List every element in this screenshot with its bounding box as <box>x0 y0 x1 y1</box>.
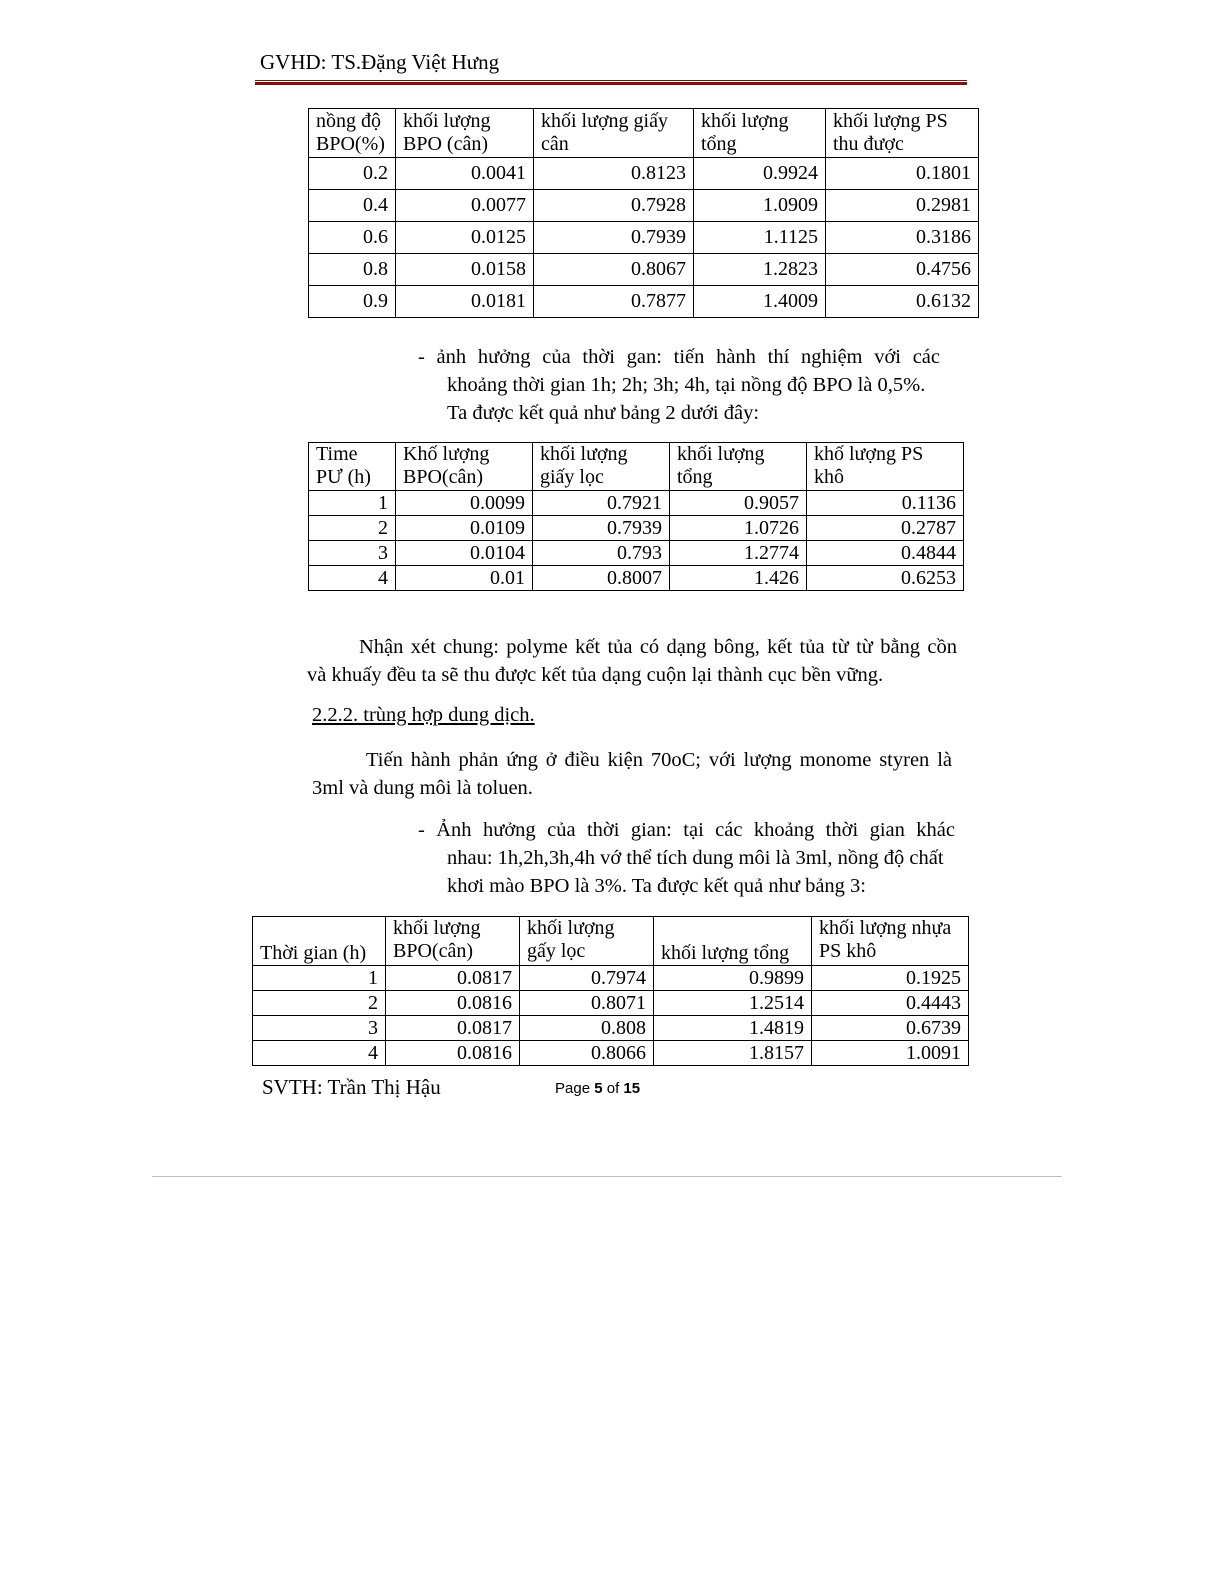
table-cell: 0.0109 <box>396 516 533 541</box>
bullet-line: khơi mào BPO là 3%. Ta được kết quả như bảng 3: <box>447 875 866 897</box>
column-header: Thời gian (h) <box>253 917 386 966</box>
table-cell: 0.9 <box>309 286 396 318</box>
table-cell: 0.4844 <box>807 541 964 566</box>
column-header: khố lượng PS khô <box>807 443 964 491</box>
table-header-row <box>309 109 979 158</box>
table-cell: 4 <box>309 566 396 591</box>
page-prefix: Page <box>555 1080 591 1097</box>
table-cell: 1 <box>253 966 386 991</box>
table-cell: 0.0158 <box>396 254 534 286</box>
table-cell: 2 <box>253 991 386 1016</box>
column-header: nồng độ BPO(%) <box>309 109 396 158</box>
table-cell: 4 <box>253 1041 386 1066</box>
table-cell: 0.01 <box>396 566 533 591</box>
table-cell: 0.2787 <box>807 516 964 541</box>
column-header: khối lượng BPO (cân) <box>396 109 534 158</box>
table-cell: 1.0909 <box>694 190 826 222</box>
table-cell: 0.8067 <box>534 254 694 286</box>
table-cell: 1 <box>309 491 396 516</box>
table-cell: 0.808 <box>520 1016 654 1041</box>
table-cell: 1.2774 <box>670 541 807 566</box>
table-cell: 1.2514 <box>654 991 812 1016</box>
remark-line: Nhận xét chung: polyme kết tủa có dạng bông, kết tủa từ từ bằng cồn <box>359 636 957 658</box>
table-cell: 1.2823 <box>694 254 826 286</box>
column-header: khối lượng tổng <box>694 109 826 158</box>
table-cell: 1.0091 <box>812 1041 969 1066</box>
table-row <box>309 158 979 190</box>
page-separator <box>152 1176 1062 1177</box>
column-header: khối lượng giấy lọc <box>533 443 670 491</box>
bullet-line: - Ảnh hưởng của thời gian: tại các khoảng thời gian khác <box>418 819 955 841</box>
table-row <box>253 1016 969 1041</box>
table-cell: 3 <box>253 1016 386 1041</box>
table-cell: 1.1125 <box>694 222 826 254</box>
table-row <box>309 541 964 566</box>
table-row <box>309 516 964 541</box>
table-cell: 0.0041 <box>396 158 534 190</box>
column-header: khối lượng gấy lọc <box>520 917 654 966</box>
table-cell: 0.1801 <box>826 158 979 190</box>
remark-line: và khuấy đều ta sẽ thu được kết tủa dạng cuộn lại thành cục bền vững. <box>307 664 884 686</box>
table-row <box>309 190 979 222</box>
table-cell: 0.0816 <box>386 1041 520 1066</box>
table-cell: 0.2981 <box>826 190 979 222</box>
bullet-line: nhau: 1h,2h,3h,4h vớ thể tích dung môi là 3ml, nồng độ chất <box>447 847 944 869</box>
footer-page-number <box>555 1080 640 1097</box>
table-row <box>309 566 964 591</box>
table-cell: 0.8 <box>309 254 396 286</box>
table-cell: 0.4443 <box>812 991 969 1016</box>
table-cell: 0.8066 <box>520 1041 654 1066</box>
table-cell: 0.6253 <box>807 566 964 591</box>
table-cell: 0.4 <box>309 190 396 222</box>
table-row <box>253 966 969 991</box>
table-cell: 1.4819 <box>654 1016 812 1041</box>
table-cell: 0.6739 <box>812 1016 969 1041</box>
procedure-line: Tiến hành phản ứng ở điều kiện 70oC; với lượng monome styren là <box>366 749 952 771</box>
table-cell: 0.7974 <box>520 966 654 991</box>
column-header: khối lượng tổng <box>654 917 812 966</box>
column-header: khối lượng nhựa PS khô <box>812 917 969 966</box>
bullet-line: khoảng thời gian 1h; 2h; 3h; 4h, tại nồng độ BPO là 0,5%. <box>447 374 926 396</box>
table-cell: 0.7877 <box>534 286 694 318</box>
page-header: GVHD: TS.Đặng Việt Hưng <box>260 50 500 74</box>
column-header: khối lượng tổng <box>670 443 807 491</box>
column-header: khối lượng PS thu được <box>826 109 979 158</box>
table-row <box>253 1041 969 1066</box>
bullet-line: Ta được kết quả như bảng 2 dưới đây: <box>447 402 760 424</box>
table-header-row <box>253 917 969 966</box>
table-cell: 1.4009 <box>694 286 826 318</box>
procedure-paragraph <box>312 746 952 802</box>
table-cell: 0.1925 <box>812 966 969 991</box>
table-row <box>309 254 979 286</box>
table-cell: 1.8157 <box>654 1041 812 1066</box>
table-cell: 0.8071 <box>520 991 654 1016</box>
table-cell: 0.0077 <box>396 190 534 222</box>
table-cell: 0.4756 <box>826 254 979 286</box>
table-solution-polymerization <box>252 916 969 1066</box>
table-cell: 0.9057 <box>670 491 807 516</box>
footer-author: SVTH: Trần Thị Hậu <box>262 1075 441 1099</box>
table-cell: 0.0817 <box>386 1016 520 1041</box>
procedure-line: 3ml và dung môi là toluen. <box>312 777 533 799</box>
table-reaction-time <box>308 442 964 591</box>
table-cell: 0.6132 <box>826 286 979 318</box>
table-cell: 0.0099 <box>396 491 533 516</box>
table-cell: 0.0817 <box>386 966 520 991</box>
general-remark <box>307 633 957 689</box>
table-cell: 0.6 <box>309 222 396 254</box>
table-cell: 0.8007 <box>533 566 670 591</box>
table-cell: 2 <box>309 516 396 541</box>
table-cell: 1.0726 <box>670 516 807 541</box>
page-of: of <box>606 1080 620 1097</box>
table-cell: 1.426 <box>670 566 807 591</box>
column-header: Time PƯ (h) <box>309 443 396 491</box>
table-cell: 0.0181 <box>396 286 534 318</box>
page-total: 15 <box>623 1080 641 1097</box>
bullet-time-effect <box>418 343 940 427</box>
table-cell: 0.0816 <box>386 991 520 1016</box>
table-cell: 0.7921 <box>533 491 670 516</box>
table-cell: 0.793 <box>533 541 670 566</box>
table-cell: 0.9924 <box>694 158 826 190</box>
column-header: khối lượng giấy cân <box>534 109 694 158</box>
table-cell: 0.8123 <box>534 158 694 190</box>
section-heading: 2.2.2. trùng hợp dung dịch. <box>312 704 535 726</box>
table-cell: 0.3186 <box>826 222 979 254</box>
table-cell: 0.9899 <box>654 966 812 991</box>
header-rule-thin <box>255 80 967 81</box>
bullet-solution-time-effect <box>418 816 955 900</box>
table-header-row <box>309 443 964 491</box>
table-row <box>309 286 979 318</box>
table-cell: 0.7928 <box>534 190 694 222</box>
table-cell: 0.2 <box>309 158 396 190</box>
table-cell: 0.1136 <box>807 491 964 516</box>
table-cell: 0.0104 <box>396 541 533 566</box>
table-bpo-concentration <box>308 108 979 318</box>
bullet-line: - ảnh hưởng của thời gan: tiến hành thí nghiệm với các <box>418 346 940 368</box>
table-row <box>309 222 979 254</box>
table-cell: 0.7939 <box>534 222 694 254</box>
column-header: khối lượng BPO(cân) <box>386 917 520 966</box>
table-row <box>253 991 969 1016</box>
table-cell: 0.7939 <box>533 516 670 541</box>
column-header: Khố lượng BPO(cân) <box>396 443 533 491</box>
page-current: 5 <box>594 1080 603 1097</box>
header-rule-thick <box>255 82 967 85</box>
table-row <box>309 491 964 516</box>
table-cell: 0.0125 <box>396 222 534 254</box>
table-cell: 3 <box>309 541 396 566</box>
